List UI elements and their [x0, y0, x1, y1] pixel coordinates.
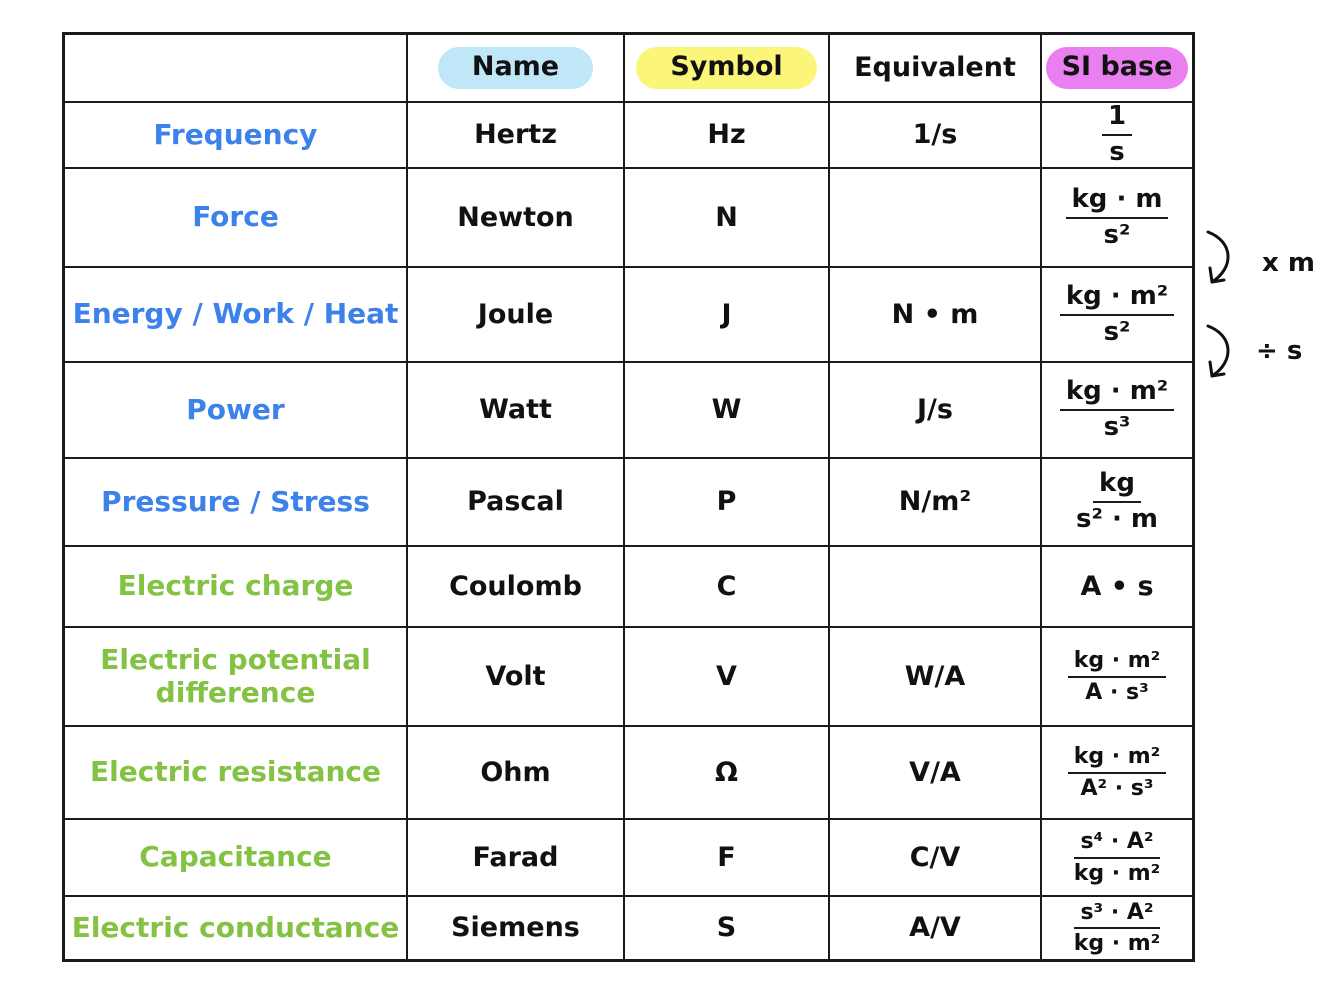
si-base-cell: [1042, 268, 1192, 363]
equivalent-cell: [830, 169, 1042, 268]
quantity-label: Capacitance: [139, 840, 332, 874]
si-base-fraction: [1060, 282, 1174, 348]
equivalent-cell: 1/s: [830, 103, 1042, 169]
unit-name-cell: Farad: [408, 820, 625, 897]
si-base-cell: [1042, 727, 1192, 820]
si-base-denominator: s² · m: [1076, 504, 1158, 534]
header-equivalent-label: Equivalent: [854, 52, 1016, 84]
si-base-fraction: [1068, 744, 1167, 801]
unit-symbol-cell: Hz: [625, 103, 830, 169]
si-base-numerator: kg · m²: [1068, 744, 1167, 773]
equivalent-cell: W/A: [830, 628, 1042, 727]
si-base-fraction: [1068, 900, 1167, 957]
si-base-denominator: A · s³: [1085, 679, 1149, 705]
header-si-base-label: SI base: [1046, 47, 1189, 88]
quantity-label: Electric conductance: [71, 910, 400, 944]
unit-name-cell: Hertz: [408, 103, 625, 169]
header-symbol-label: Symbol: [636, 47, 816, 88]
unit-name-cell: Newton: [408, 169, 625, 268]
quantity-cell: [65, 103, 408, 169]
unit-symbol-cell: W: [625, 363, 830, 459]
unit-symbol-cell: V: [625, 628, 830, 727]
si-base-fraction: [1102, 103, 1132, 168]
header-si-base: [1042, 35, 1192, 103]
equivalent-cell: C/V: [830, 820, 1042, 897]
quantity-label: Electric resistance: [90, 755, 381, 789]
unit-symbol-cell: N: [625, 169, 830, 268]
equivalent-cell: N • m: [830, 268, 1042, 363]
si-base-fraction: [1068, 648, 1167, 705]
header-equivalent: [830, 35, 1042, 103]
si-base-denominator: s²: [1103, 316, 1131, 347]
si-base-cell: [1042, 897, 1192, 959]
equivalent-cell: [830, 547, 1042, 628]
quantity-label: Electric charge: [117, 569, 354, 603]
quantity-cell: [65, 459, 408, 547]
si-units-table: [62, 32, 1195, 962]
si-base-numerator: s⁴ · A²: [1074, 829, 1159, 858]
si-base-denominator: kg · m²: [1073, 931, 1161, 956]
si-base-numerator: kg · m²: [1068, 648, 1167, 677]
si-base-denominator: s: [1109, 137, 1125, 167]
si-base-cell: [1042, 628, 1192, 727]
unit-name-cell: Joule: [408, 268, 625, 363]
quantity-cell: [65, 727, 408, 820]
equivalent-cell: J/s: [830, 363, 1042, 459]
quantity-label: Force: [192, 200, 279, 234]
si-base-fraction: [1070, 469, 1164, 535]
si-base-denominator: s²: [1103, 219, 1131, 250]
quantity-cell: [65, 363, 408, 459]
quantity-cell: [65, 547, 408, 628]
unit-name-cell: Volt: [408, 628, 625, 727]
quantity-label: Power: [186, 392, 285, 426]
header-name-label: Name: [438, 47, 593, 88]
curved-arrow-icon: [1200, 322, 1240, 384]
quantity-cell: [65, 169, 408, 268]
si-base-cell: [1042, 363, 1192, 459]
unit-name-cell: Ohm: [408, 727, 625, 820]
unit-name-cell: Watt: [408, 363, 625, 459]
quantity-cell: [65, 268, 408, 363]
si-base-numerator: kg: [1093, 469, 1141, 503]
equivalent-cell: A/V: [830, 897, 1042, 959]
quantity-label: Pressure / Stress: [101, 484, 370, 518]
si-base-denominator: A² · s³: [1080, 775, 1154, 801]
si-base-numerator: kg · m: [1066, 185, 1169, 219]
annotation-divide-s: ÷ s: [1256, 336, 1303, 366]
si-base-numerator: kg · m²: [1060, 282, 1174, 316]
si-base-cell: [1042, 103, 1192, 169]
si-base-cell: [1042, 820, 1192, 897]
equivalent-cell: N/m²: [830, 459, 1042, 547]
si-base-cell: [1042, 169, 1192, 268]
unit-symbol-cell: P: [625, 459, 830, 547]
unit-symbol-cell: J: [625, 268, 830, 363]
curved-arrow-icon: [1200, 228, 1240, 290]
si-base-denominator: s³: [1103, 412, 1131, 442]
unit-symbol-cell: C: [625, 547, 830, 628]
quantity-label: Frequency: [153, 117, 318, 151]
unit-symbol-cell: F: [625, 820, 830, 897]
quantity-cell: [65, 628, 408, 727]
quantity-cell: [65, 820, 408, 897]
quantity-label: Electric potential difference: [100, 643, 371, 709]
header-name: [408, 35, 625, 103]
si-base-fraction: [1060, 377, 1174, 443]
si-base-denominator: kg · m²: [1073, 860, 1161, 886]
quantity-cell: [65, 897, 408, 959]
header-quantity: [65, 35, 408, 103]
si-base-fraction: [1068, 829, 1167, 886]
unit-symbol-cell: Ω: [625, 727, 830, 820]
unit-symbol-cell: S: [625, 897, 830, 959]
si-base-numerator: s³ · A²: [1074, 900, 1159, 929]
unit-name-cell: Siemens: [408, 897, 625, 959]
si-base-cell: [1042, 459, 1192, 547]
si-base-numerator: kg · m²: [1060, 377, 1174, 411]
annotation-multiply-m: x m: [1262, 248, 1315, 278]
unit-name-cell: Pascal: [408, 459, 625, 547]
si-base-expression: A • s: [1080, 570, 1154, 602]
equivalent-cell: V/A: [830, 727, 1042, 820]
unit-name-cell: Coulomb: [408, 547, 625, 628]
si-base-numerator: 1: [1102, 103, 1132, 136]
quantity-label: Energy / Work / Heat: [72, 297, 399, 331]
header-symbol: [625, 35, 830, 103]
si-base-cell: [1042, 547, 1192, 628]
si-base-fraction: [1066, 185, 1169, 251]
